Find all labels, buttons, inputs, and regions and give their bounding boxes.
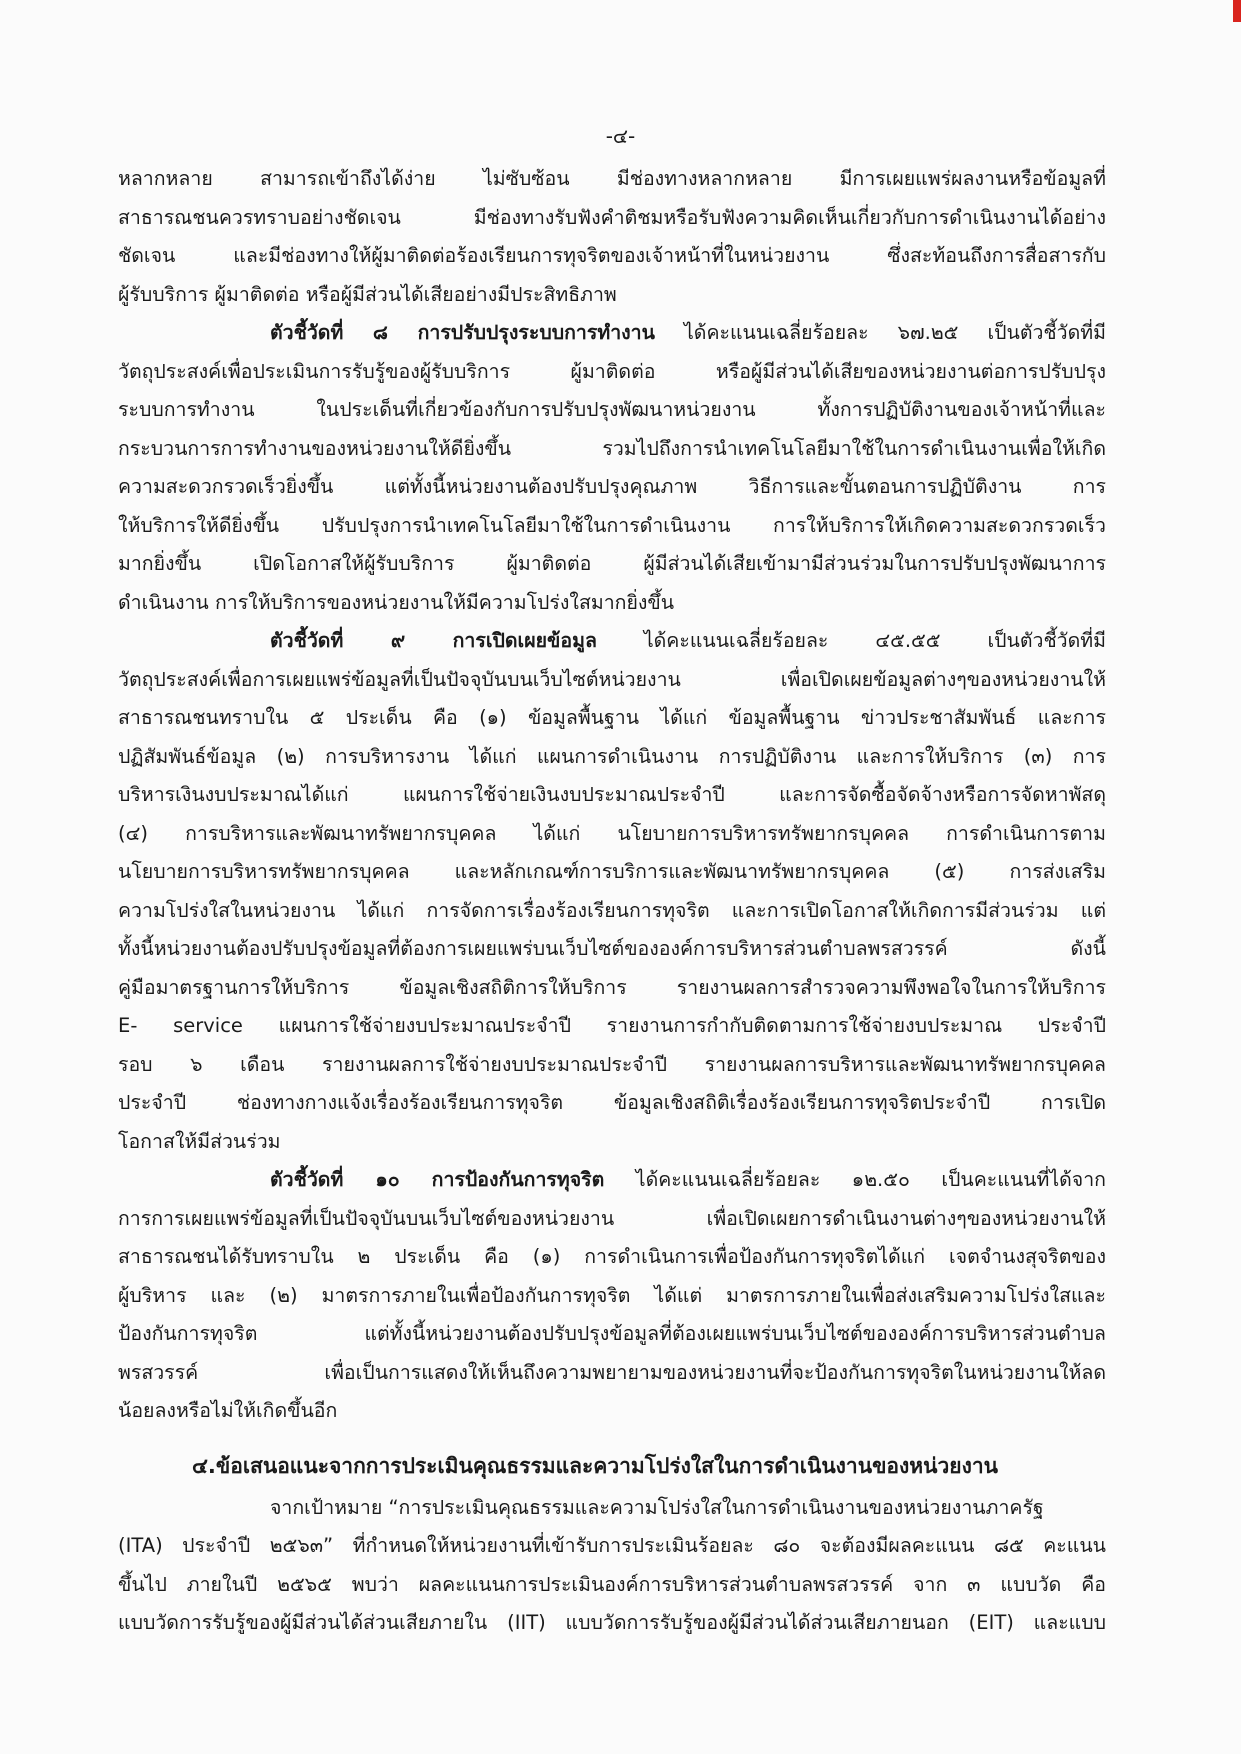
document-body xyxy=(118,160,1106,1643)
text-line: ปฏิสัมพันธ์ข้อมูล (๒) การบริหารงาน ได้แก่ แผนการดำเนินงาน การปฏิบัติงาน และการให้บริการ (๓) การ xyxy=(118,744,1106,768)
text-line: โอกาสให้มีส่วนร่วม xyxy=(118,1129,281,1153)
text-line: แบบวัดการรับรู้ของผู้มีส่วนได้ส่วนเสียภายใน (IIT) แบบวัดการรับรู้ของผู้มีส่วนได้ส่วนเสียภายนอก (EIT) และแบบ xyxy=(118,1611,1106,1634)
text-line: วัตถุประสงค์เพื่อการเผยแพร่ข้อมูลที่เป็นปัจจุบันบนเว็บไซต์หน่วยงาน เพื่อเปิดเผยข้อมูลต่างๆของหน่วยงานให้ xyxy=(118,667,1106,691)
text-line: ความสะดวกรวดเร็วยิ่งขึ้น แต่ทั้งนี้หน่วยงานต้องปรับปรุงคุณภาพ วิธีการและขั้นตอนการปฏิบัติงาน การ xyxy=(118,475,1106,498)
text-line: รอบ ๖ เดือน รายงานผลการใช้จ่ายงบประมาณประจำปี รายงานผลการบริหารและพัฒนาทรัพยากรบุคคล xyxy=(118,1052,1106,1076)
text-line: สาธารณชนทราบใน ๕ ประเด็น คือ (๑) ข้อมูลพื้นฐาน ได้แก่ ข้อมูลพื้นฐาน ข่าวประชาสัมพันธ์ และการ xyxy=(118,706,1106,729)
text-line: ดำเนินงาน การให้บริการของหน่วยงานให้มีความโปร่งใสมากยิ่งขึ้น xyxy=(118,590,675,614)
indicator-8-first-line xyxy=(118,314,1106,353)
text-line: สาธารณชนได้รับทราบใน ๒ ประเด็น คือ (๑) การดำเนินการเพื่อป้องกันการทุจริตได้แก่ เจตจำนงสุจริตของ xyxy=(118,1245,1106,1268)
indicator-8-score-text: ได้คะแนนเฉลี่ยร้อยละ ๖๗.๒๕ เป็นตัวชี้วัดที่มี xyxy=(683,321,1106,344)
text-line: บริหารเงินงบประมาณได้แก่ แผนการใช้จ่ายเงินงบประมาณประจำปี และการจัดซื้อจัดจ้างหรือการจัดหาพัสดุ xyxy=(118,783,1106,806)
text-line: น้อยลงหรือไม่ให้เกิดขึ้นอีก xyxy=(118,1399,338,1422)
section-4-heading: ๔.ข้อเสนอแนะจากการประเมินคุณธรรมและความโปร่งใสในการดำเนินงานของหน่วยงาน xyxy=(192,1453,998,1478)
indicator-8-heading: ตัวชี้วัดที่ ๘ การปรับปรุงระบบการทำงาน xyxy=(270,321,655,344)
text-line: ประจำปี ช่องทางกางแจ้งเรื่องร้องเรียนการทุจริต ข้อมูลเชิงสถิติเรื่องร้องเรียนการทุจริตประจำปี การเปิด xyxy=(118,1091,1106,1114)
text-line: มากยิ่งขึ้น เปิดโอกาสให้ผู้รับบริการ ผู้มาติดต่อ ผู้มีส่วนได้เสียเข้ามามีส่วนร่วมในการปรับปรุงพัฒนาการ xyxy=(118,552,1106,575)
red-corner-mark xyxy=(1233,0,1241,22)
text-line: ระบบการทำงาน ในประเด็นที่เกี่ยวข้องกับการปรับปรุงพัฒนาหน่วยงาน ทั้งการปฏิบัติงานของเจ้าหน้าที่และ xyxy=(118,398,1106,421)
text-line: วัตถุประสงค์เพื่อประเมินการรับรู้ของผู้รับบริการ ผู้มาติดต่อ หรือผู้มีส่วนได้เสียของหน่วยงานต่อการปรับปรุง xyxy=(118,359,1106,383)
text-line: จากเป้าหมาย “การประเมินคุณธรรมและความโปร่งใสในการดำเนินงานของหน่วยงานภาครัฐ xyxy=(270,1495,1044,1519)
text-line: หลากหลาย สามารถเข้าถึงได้ง่าย ไม่ซับซ้อน มีช่องทางหลากหลาย มีการเผยแพร่ผลงานหรือข้อมูลที่ xyxy=(118,167,1106,190)
indicator-10-first-line xyxy=(118,1161,1106,1200)
text-line: ทั้งนี้หน่วยงานต้องปรับปรุงข้อมูลที่ต้องการเผยแพร่บนเว็บไซต์ขององค์การบริหารส่วนตำบลพรสวรรค์ ดังนี้ xyxy=(118,937,1106,960)
text-line: ป้องกันการทุจริต แต่ทั้งนี้หน่วยงานต้องปรับปรุงข้อมูลที่ต้องเผยแพร่บนเว็บไซต์ขององค์การบริหารส่วนตำบล xyxy=(118,1322,1106,1345)
text-line: ขึ้นไป ภายในปี ๒๕๖๕ พบว่า ผลคะแนนการประเมินองค์การบริหารส่วนตำบลพรสวรรค์ จาก ๓ แบบวัด คือ xyxy=(118,1572,1106,1596)
text-line: คู่มือมาตรฐานการให้บริการ ข้อมูลเชิงสถิติการให้บริการ รายงานผลการสำรวจความพึงพอใจในการให้บริการ xyxy=(118,975,1106,999)
indicator-9-heading: ตัวชี้วัดที่ ๙ การเปิดเผยข้อมูล xyxy=(270,629,597,652)
text-line: ผู้รับบริการ ผู้มาติดต่อ หรือผู้มีส่วนได้เสียอย่างมีประสิทธิภาพ xyxy=(118,282,617,306)
text-line: ผู้บริหาร และ (๒) มาตรการภายในเพื่อป้องกันการทุจริต ได้แต่ มาตรการภายในเพื่อส่งเสริมความโปร่งใสและ xyxy=(118,1283,1106,1307)
text-line: (ITA) ประจำปี ๒๕๖๓” ที่กำหนดให้หน่วยงานที่เข้ารับการประเมินร้อยละ ๘๐ จะต้องมีผลคะแนน ๘๕ คะแนน xyxy=(118,1534,1106,1557)
indicator-10-score-text: ได้คะแนนเฉลี่ยร้อยละ ๑๒.๕๐ เป็นคะแนนที่ได้จาก xyxy=(635,1168,1106,1191)
text-line: กระบวนการการทำงานของหน่วยงานให้ดียิ่งขึ้น รวมไปถึงการนำเทคโนโลยีมาใช้ในการดำเนินงานเพื่อให้เกิด xyxy=(118,436,1106,460)
text-line: ชัดเจน และมีช่องทางให้ผู้มาติดต่อร้องเรียนการทุจริตของเจ้าหน้าที่ในหน่วยงาน ซึ่งสะท้อนถึงการสื่อสารกับ xyxy=(118,244,1106,267)
indicator-9-score-text: ได้คะแนนเฉลี่ยร้อยละ ๔๕.๕๕ เป็นตัวชี้วัดที่มี xyxy=(643,629,1106,652)
text-line: นโยบายการบริหารทรัพยากรบุคคล และหลักเกณฑ์การบริการและพัฒนาทรัพยากรบุคคล (๕) การส่งเสริม xyxy=(118,860,1106,883)
text-line: ให้บริการให้ดียิ่งขึ้น ปรับปรุงการนำเทคโนโลยีมาใช้ในการดำเนินงาน การให้บริการให้เกิดความสะดวกรวดเร็ว xyxy=(118,513,1106,537)
text-line: ความโปร่งใสในหน่วยงาน ได้แก่ การจัดการเรื่องร้องเรียนการทุจริต และการเปิดโอกาสให้เกิดการมีส่วนร่วม แต่ xyxy=(118,898,1106,922)
text-line: สาธารณชนควรทราบอย่างชัดเจน มีช่องทางรับฟังคำติชมหรือรับฟังความคิดเห็นเกี่ยวกับการดำเนินงานได้อย่าง xyxy=(118,205,1106,229)
text-line: (๔) การบริหารและพัฒนาทรัพยากรบุคคล ได้แก่ นโยบายการบริหารทรัพยากรบุคคล การดำเนินการตาม xyxy=(118,821,1106,845)
indicator-10-heading: ตัวชี้วัดที่ ๑๐ การป้องกันการทุจริต xyxy=(270,1168,605,1191)
page-number: -๔- xyxy=(605,124,636,148)
indicator-9-first-line xyxy=(118,622,1106,661)
text-line: การการเผยแพร่ข้อมูลที่เป็นปัจจุบันบนเว็บไซต์ของหน่วยงาน เพื่อเปิดเผยการดำเนินงานต่างๆของหน่วยงานให้ xyxy=(118,1206,1106,1230)
text-line: E- service แผนการใช้จ่ายงบประมาณประจำปี รายงานการกำกับติดตามการใช้จ่ายงบประมาณ ประจำปี xyxy=(118,1014,1106,1037)
text-line: พรสวรรค์ เพื่อเป็นการแสดงให้เห็นถึงความพยายามของหน่วยงานที่จะป้องกันการทุจริตในหน่วยงานให้ลด xyxy=(118,1360,1106,1384)
